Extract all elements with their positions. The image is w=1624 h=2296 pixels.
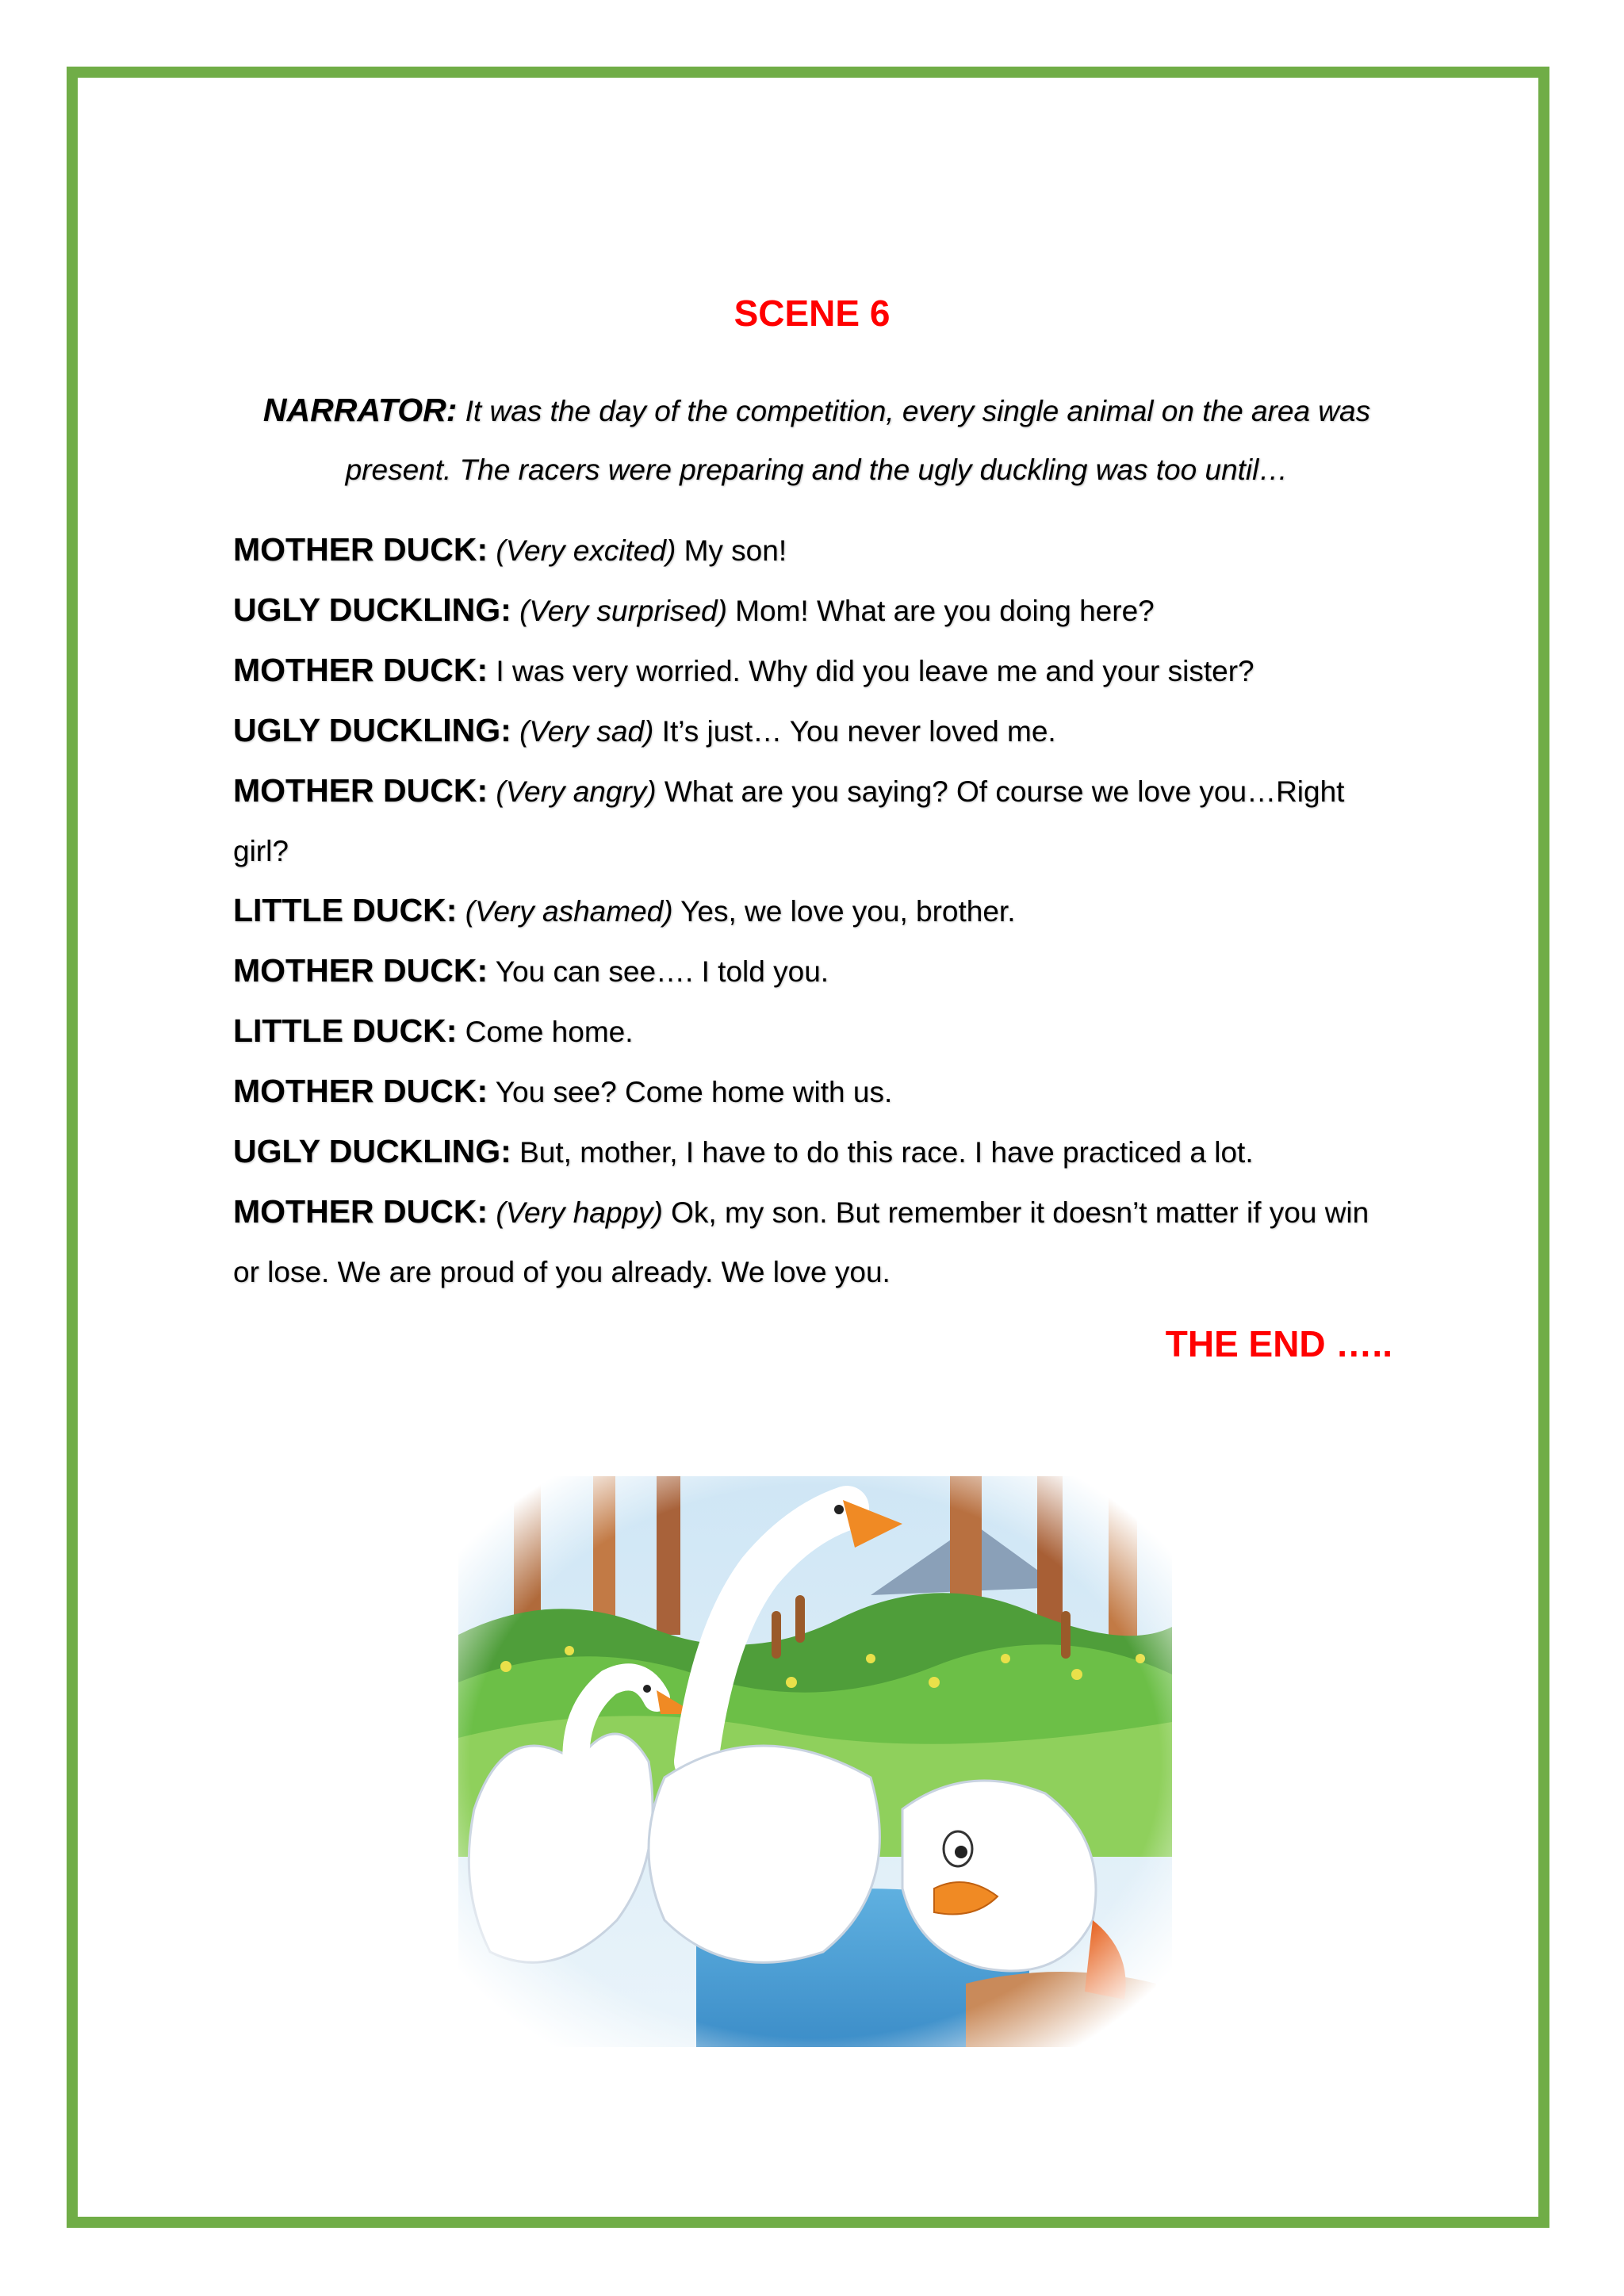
dialogue-line [233, 761, 1399, 881]
dialogue-line [233, 520, 1399, 580]
dialogue-line [233, 1062, 1399, 1122]
dialogue-line [233, 641, 1399, 701]
scene-title: SCENE 6 [733, 293, 891, 334]
dialogue-text: You see? Come home with us. [488, 1076, 893, 1108]
speaker-name: MOTHER DUCK: [233, 772, 488, 809]
stage-direction: (Very angry) [496, 775, 657, 808]
dialogue-text: You can see…. I told you. [488, 955, 829, 988]
speaker-name: UGLY DUCKLING: [233, 591, 511, 628]
speaker-name: UGLY DUCKLING: [233, 1133, 511, 1169]
speaker-name: MOTHER DUCK: [233, 652, 488, 688]
dialogue-line [233, 941, 1399, 1001]
dialogue-text: My son! [676, 534, 787, 567]
stage-direction: (Very surprised) [519, 595, 727, 627]
dialogue-line [233, 1182, 1399, 1302]
speaker-name: MOTHER DUCK: [233, 1073, 488, 1109]
dialogue-text: Ok, my son. But remember it doesn’t matter if you win or lose. We are proud of you already. We love you. [233, 1196, 1369, 1288]
stage-direction: (Very excited) [496, 534, 676, 567]
stage-direction: (Very ashamed) [465, 895, 673, 928]
speaker-name: MOTHER DUCK: [233, 531, 488, 568]
dialogue-text: Come home. [457, 1016, 634, 1048]
dialogue-text: Mom! What are you doing here? [726, 595, 1155, 627]
narrator-text: It was the day of the competition, every single animal on the area was present. The racers were preparing and the ugly duckling was too until… [345, 395, 1371, 486]
speaker-name: LITTLE DUCK: [233, 892, 458, 928]
the-end-heading: THE END ….. [1165, 1323, 1392, 1364]
stage-direction: (Very sad) [519, 715, 654, 748]
dialogue-text: But, mother, I have to do this race. I have practiced a lot. [511, 1136, 1254, 1169]
speaker-name: MOTHER DUCK: [233, 1193, 488, 1230]
dialogue-line [233, 1001, 1399, 1062]
dialogue-text: I was very worried. Why did you leave me and your sister? [488, 655, 1254, 687]
dialogue-text: It’s just… You never loved me. [653, 715, 1056, 748]
narrator-speaker: NARRATOR: [262, 392, 458, 428]
stage-direction: (Very happy) [496, 1196, 663, 1229]
swan-family-illustration [458, 1476, 1172, 2047]
dialogue-line [233, 881, 1399, 941]
dialogue-block [233, 520, 1399, 1302]
speaker-name: LITTLE DUCK: [233, 1012, 458, 1049]
speaker-name: UGLY DUCKLING: [233, 712, 511, 748]
narrator-paragraph [238, 381, 1396, 499]
dialogue-line [233, 580, 1399, 641]
speaker-name: MOTHER DUCK: [233, 952, 488, 989]
dialogue-line [233, 701, 1399, 761]
dialogue-line [233, 1122, 1399, 1182]
dialogue-text: Yes, we love you, brother. [672, 895, 1016, 928]
dialogue-text: What are you saying? Of course we love you…Right girl? [233, 775, 1345, 867]
